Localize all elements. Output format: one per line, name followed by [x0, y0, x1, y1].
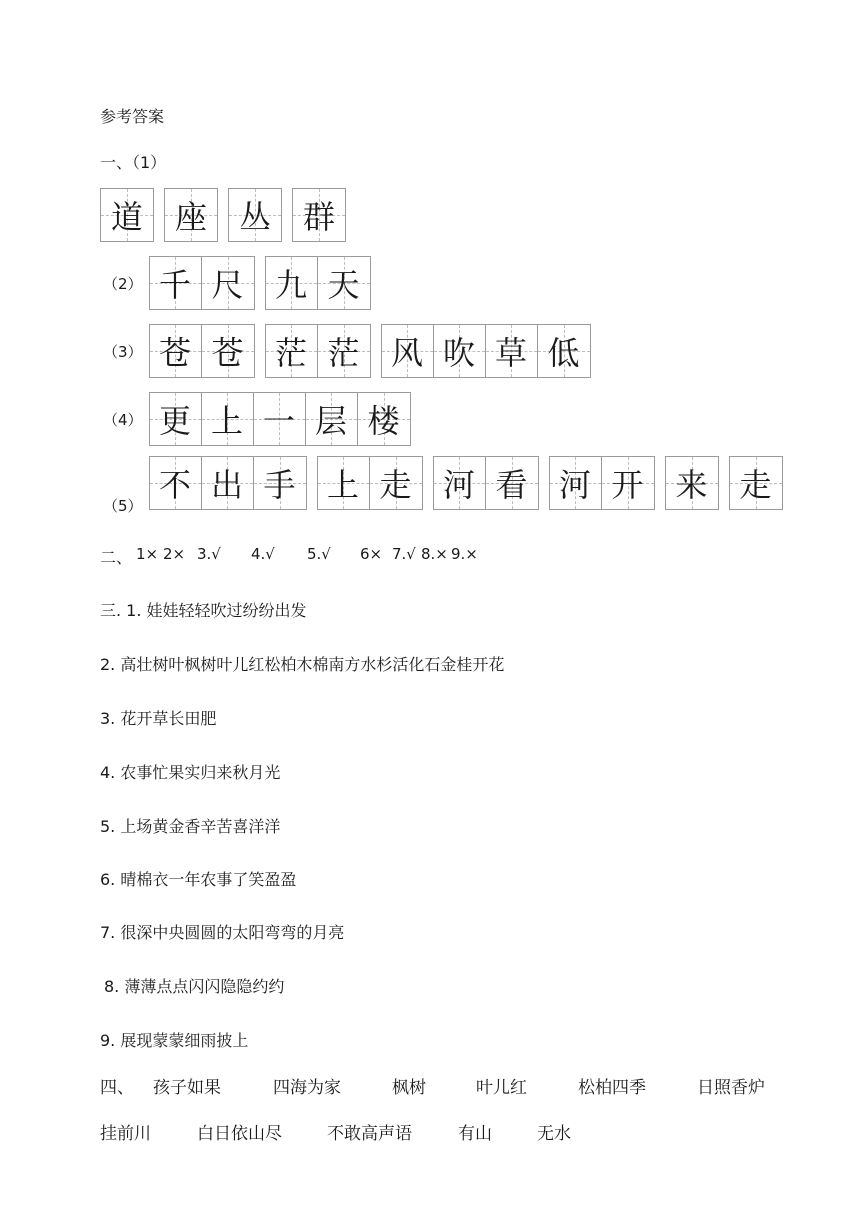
- char-text: 道: [110, 198, 143, 236]
- page-title: 参考答案: [100, 107, 165, 126]
- char-text: 开: [611, 466, 644, 504]
- char-cell: [318, 257, 370, 309]
- section-3-line-7: 7. 很深中央圆圆的太阳弯弯的月亮: [100, 923, 345, 942]
- char-grid-group: [549, 456, 655, 510]
- char-cell: [150, 257, 202, 309]
- char-cell: [318, 457, 370, 509]
- char-cell: [202, 457, 254, 509]
- char-text: 看: [495, 466, 528, 504]
- char-cell: [434, 325, 486, 377]
- char-grid-group: [228, 188, 282, 242]
- char-cell: [382, 325, 434, 377]
- item-number: （2）: [103, 274, 143, 293]
- char-text: 走: [739, 466, 772, 504]
- char-text: 九: [275, 266, 308, 304]
- char-cell: [202, 257, 254, 309]
- section-3-line-5: 5. 上场黄金香辛苦喜洋洋: [100, 817, 281, 836]
- char-cell: [358, 393, 410, 445]
- char-grid-group: [149, 324, 255, 378]
- char-cell: [486, 457, 538, 509]
- char-grid-group: [729, 456, 783, 510]
- grid-row: [103, 256, 381, 310]
- char-grid-group: [149, 456, 307, 510]
- char-text: 丛: [238, 198, 271, 236]
- char-text: 天: [327, 266, 360, 304]
- tf-answer: 4.√: [251, 545, 275, 563]
- char-grid-group: [265, 324, 371, 378]
- char-text: 草: [495, 334, 528, 372]
- section-1-label: 一、（1）: [100, 153, 167, 172]
- char-grid-group: [149, 256, 255, 310]
- char-grid-group: [317, 456, 423, 510]
- char-cell: [370, 457, 422, 509]
- tf-answer: 2×: [163, 545, 186, 563]
- char-grid-group: [665, 456, 719, 510]
- char-text: 茫: [275, 334, 308, 372]
- section-3-line-9: 9. 展现蒙蒙细雨披上: [100, 1031, 249, 1050]
- tf-answer: 3.√: [197, 545, 221, 563]
- char-grid-group: [381, 324, 591, 378]
- char-text: 风: [391, 334, 424, 372]
- char-text: 茫: [327, 334, 360, 372]
- idiom-answer: 无水: [537, 1124, 571, 1144]
- char-grid-group: [265, 256, 371, 310]
- char-grid-group: [292, 188, 346, 242]
- grid-row: [103, 456, 793, 515]
- char-text: 一: [263, 402, 296, 440]
- char-text: 座: [174, 198, 207, 236]
- idiom-answer: 白日依山尽: [197, 1124, 282, 1144]
- char-cell: [293, 189, 345, 241]
- char-text: 上: [327, 466, 360, 504]
- char-text: 千: [159, 266, 192, 304]
- section-3-line-1: 三. 1. 娃娃轻轻吹过纷纷出发: [100, 601, 307, 620]
- char-cell: [486, 325, 538, 377]
- tf-answer: 1×: [136, 545, 159, 563]
- section-2-label: 二、: [100, 548, 133, 567]
- char-text: 走: [379, 466, 412, 504]
- section-4-label: 四、: [100, 1078, 134, 1098]
- char-text: 不: [159, 466, 192, 504]
- section-3-line-6: 6. 晴棉衣一年农事了笑盈盈: [100, 870, 297, 889]
- grid-row: [103, 392, 421, 446]
- char-cell: [202, 393, 254, 445]
- char-text: 更: [159, 402, 192, 440]
- idiom-answer: 日照香炉: [697, 1078, 765, 1098]
- idiom-answer: 枫树: [392, 1078, 426, 1098]
- char-cell: [165, 189, 217, 241]
- char-cell: [202, 325, 254, 377]
- char-grid-group: [164, 188, 218, 242]
- char-text: 苍: [211, 334, 244, 372]
- char-cell: [730, 457, 782, 509]
- idiom-answer: 孩子如果: [153, 1078, 221, 1098]
- char-text: 出: [211, 466, 244, 504]
- char-text: 上: [211, 402, 244, 440]
- tf-answer: 8.×: [421, 545, 448, 563]
- char-text: 层: [315, 402, 348, 440]
- tf-answer: 5.√: [307, 545, 331, 563]
- char-cell: [306, 393, 358, 445]
- char-cell: [229, 189, 281, 241]
- char-cell: [550, 457, 602, 509]
- tf-answer: 9.×: [451, 545, 478, 563]
- char-text: 尺: [211, 266, 244, 304]
- grid-row: [103, 324, 601, 378]
- section-3-line-4: 4. 农事忙果实归来秋月光: [100, 763, 281, 782]
- char-cell: [602, 457, 654, 509]
- tf-answer: 6×: [360, 545, 383, 563]
- char-text: 群: [302, 198, 335, 236]
- tf-answer: 7.√: [392, 545, 416, 563]
- char-cell: [101, 189, 153, 241]
- char-cell: [434, 457, 486, 509]
- char-cell: [666, 457, 718, 509]
- char-cell: [150, 325, 202, 377]
- char-cell: [150, 457, 202, 509]
- idiom-answer: 四海为家: [273, 1078, 341, 1098]
- char-grid-group: [149, 392, 411, 446]
- char-cell: [150, 393, 202, 445]
- grid-row: [100, 188, 356, 242]
- char-cell: [266, 325, 318, 377]
- char-text: 手: [263, 466, 296, 504]
- item-number: （3）: [103, 342, 143, 361]
- char-text: 河: [559, 466, 592, 504]
- item-number: （5）: [103, 497, 143, 515]
- idiom-answer: 有山: [458, 1124, 492, 1144]
- idiom-answer: 挂前川: [100, 1124, 151, 1144]
- char-cell: [538, 325, 590, 377]
- idiom-answer: 松柏四季: [578, 1078, 646, 1098]
- idiom-answer: 不敢高声语: [327, 1124, 412, 1144]
- char-text: 来: [675, 466, 708, 504]
- char-cell: [318, 325, 370, 377]
- char-cell: [254, 457, 306, 509]
- char-cell: [254, 393, 306, 445]
- char-grid-group: [433, 456, 539, 510]
- char-text: 楼: [367, 402, 400, 440]
- section-3-line-3: 3. 花开草长田肥: [100, 709, 217, 728]
- char-text: 吹: [443, 334, 476, 372]
- char-text: 苍: [159, 334, 192, 372]
- item-number: （4）: [103, 410, 143, 429]
- char-text: 河: [443, 466, 476, 504]
- char-text: 低: [547, 334, 580, 372]
- section-3-line-8: 8. 薄薄点点闪闪隐隐约约: [104, 977, 285, 996]
- char-grid-group: [100, 188, 154, 242]
- char-cell: [266, 257, 318, 309]
- section-3-line-2: 2. 高壮树叶枫树叶儿红松柏木棉南方水杉活化石金桂开花: [100, 655, 505, 674]
- idiom-answer: 叶儿红: [476, 1078, 527, 1098]
